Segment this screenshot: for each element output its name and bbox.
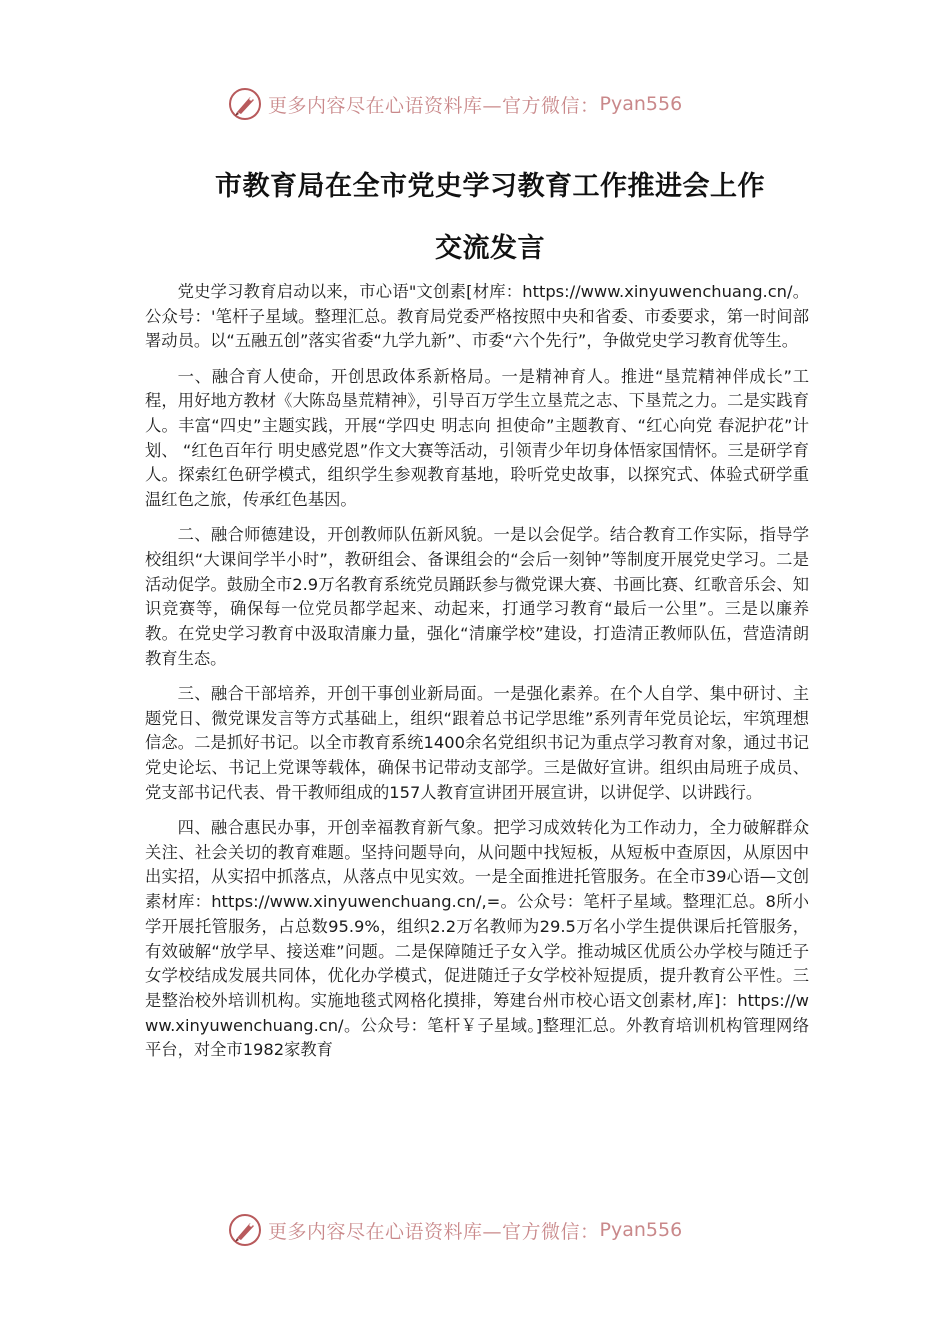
paragraph-section-4: 四、融合惠民办事，开创幸福教育新气象。把学习成效转化为工作动力，全力破解群众关注、社会关切的教育难题。坚持问题导向，从问题中找短板，从短板中查原因，从原因中出实招，从实招中抓落点，从落点中见实效。一是全面推进托管服务。在全市39心语—文创素材库：https://www.xinyuwenchuang.cn/,=。公众号：笔杆子星域。整理汇总。8所小学开展托管服务，占总数95.9%，组织2.2万名教师为29.5万名小学生提供课后托管服务，有效破解“放学早、接送难”问题。二是保障随迁子女入学。推动城区优质公办学校与随迁子女学校结成发展共同体，优化办学模式，促进随迁子女学校补短提质，提升教育公平性。三是整治校外培训机构。实施地毯式网格化摸排，筹建台州市校心语文创素材,库]：https://www.xinyuwenchuang.cn/。公众号：笔杆￥子星域。]整理汇总。外教育培训机构管理网络平台，对全市1982家教育 <box>145 818 809 1060</box>
watermark-footer <box>228 1212 728 1248</box>
watermark-text: 更多内容尽在心语资料库—官方微信： <box>268 1220 600 1243</box>
watermark-text: 更多内容尽在心语资料库—官方微信： <box>268 94 600 117</box>
watermark-code: Pyan556 <box>599 1219 683 1241</box>
watermark-header <box>228 86 728 122</box>
paragraph-section-2: 二、融合师德建设，开创教师队伍新风貌。一是以会促学。结合教育工作实际，指导学校组织“大课间学半小时”，教研组会、备课组会的“会后一刻钟”等制度开展党史学习。二是活动促学。鼓励全市2.9万名教育系统党员踊跃参与微党课大赛、书画比赛、红歌音乐会、知识竞赛等，确保每一位党员都学起来、动起来，打通学习教育“最后一公里”。三是以廉养教。在党史学习教育中汲取清廉力量，强化“清廉学校”建设，打造清正教师队伍，营造清朗教育生态。 <box>145 525 809 668</box>
document-title-line-2: 交流发言 <box>435 233 545 264</box>
document-body <box>145 280 809 1074</box>
paragraph-section-3: 三、融合干部培养，开创干事创业新局面。一是强化素养。在个人自学、集中研讨、主题党日、微党课发言等方式基础上，组织“跟着总书记学思维”系列青年党员论坛，牢筑理想信念。二是抓好书记。以全市教育系统1400余名党组织书记为重点学习教育对象，通过书记党史论坛、书记上党课等载体，确保书记带动支部学。三是做好宣讲。组织由局班子成员、党支部书记代表、骨干教师组成的157人教育宣讲团开展宣讲，以讲促学、以讲践行。 <box>145 684 809 802</box>
pen-nib-logo-icon <box>228 1213 262 1247</box>
pen-nib-logo-icon <box>228 87 262 121</box>
paragraph-section-1: 一、融合育人使命，开创思政体系新格局。一是精神育人。推进“垦荒精神伴成长”工程，用好地方教材《大陈岛垦荒精神》，引导百万学生立垦荒之志、下垦荒之力。二是实践育人。丰富“四史”主题实践，开展“学四史 明志向 担使命”主题教育、“红心向党 春泥护花”计划、 “红色百年行 明史感党恩”作文大赛等活动，引领青少年切身体悟家国情怀。三是研学育人。探索红色研学模式，组织学生参观教育基地，聆听党史故事，以探究式、体验式研学重温红色之旅，传承红色基因。 <box>145 366 809 510</box>
document-title-line-1: 市教育局在全市党史学习教育工作推进会上作 <box>215 171 765 202</box>
watermark-code: Pyan556 <box>599 93 683 115</box>
paragraph-intro: 党史学习教育启动以来，市心语"文创素[材库：https://www.xinyuwenchuang.cn/。公众号：'笔杆子星域。整理汇总。教育局党委严格按照中央和省委、市委要求，第一时间部署动员。以“五融五创”落实省委“九学九新”、市委“六个先行”，争做党史学习教育优等生。 <box>145 282 809 351</box>
